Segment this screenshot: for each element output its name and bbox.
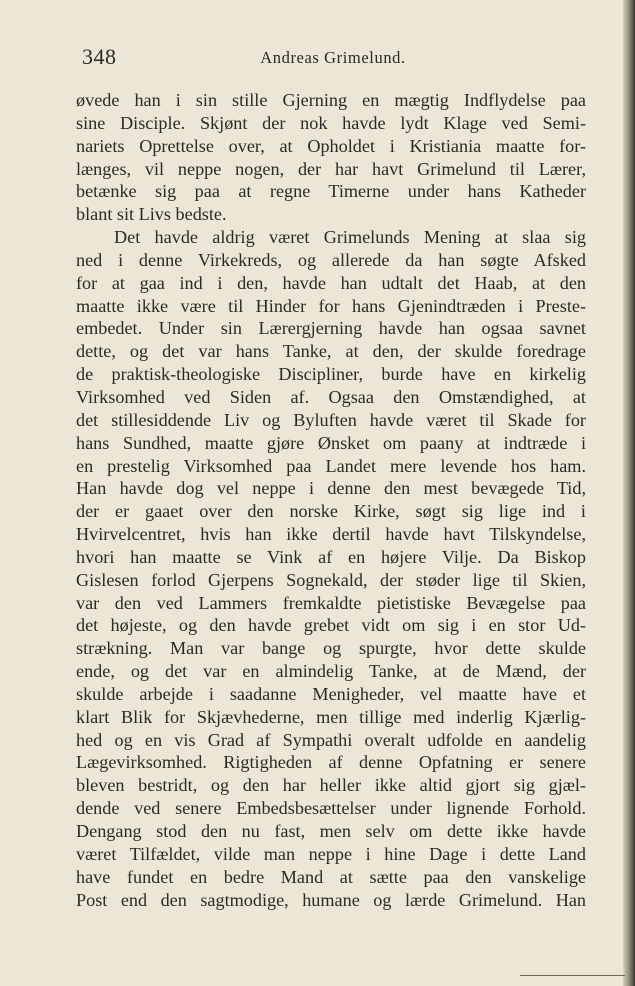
- text-line: nariets Oprettelse over, at Opholdet i Kristiania maatte for-: [76, 135, 586, 156]
- text-line: øvede han i sin stille Gjerning en mægtig Indflydelse paa: [76, 90, 586, 110]
- text-line: betænke sig paa at regne Timerne under hans Katheder: [76, 181, 586, 202]
- text-line: været Tilfældet, vilde man neppe i hine Dage i dette Land: [76, 843, 586, 864]
- text-line: for at gaa ind i den, havde han udtalt det Haab, at den: [76, 272, 586, 293]
- text-line: længes, vil neppe nogen, der har havt Grimelund til Lærer,: [76, 158, 586, 179]
- text-line: maatte ikke være til Hinder for hans Gjenindtræden i Preste-: [76, 295, 586, 316]
- text-line: skulde arbejde i saadanne Menigheder, vel maatte have et: [76, 683, 586, 704]
- text-line: Hvirvelcentret, hvis han ikke dertil havde havt Tilskyndelse,: [76, 524, 586, 545]
- text-line: embedet. Under sin Lærergjerning havde han ogsaa savnet: [76, 318, 586, 339]
- text-line: det højeste, og den havde grebet vidt om sig i en stor Ud-: [76, 615, 586, 636]
- text-line: dette, og det var hans Tanke, at den, der skulde foredrage: [76, 341, 586, 362]
- text-line: Dengang stod den nu fast, men selv om dette ikke havde: [76, 821, 586, 841]
- body-text: [76, 89, 586, 911]
- text-line: sine Disciple. Skjønt der nok havde lydt Klage ved Semi-: [76, 112, 586, 133]
- text-line: Virksomhed ved Siden af. Ogsaa den Omstændighed, at: [76, 386, 586, 407]
- text-line: blant sit Livs bedste.: [76, 204, 227, 225]
- text-line: det stillesiddende Liv og Byluften havde været til Skade for: [76, 409, 586, 430]
- text-line: Lægevirksomhed. Rigtigheden af denne Opfatning er senere: [76, 752, 586, 773]
- text-line: hvori han maatte se Vink af en højere Vilje. Da Biskop: [76, 546, 586, 567]
- running-head: Andreas Grimelund.: [260, 48, 406, 67]
- text-line: hed og en vis Grad af Sympathi overalt udfolde en aandelig: [76, 729, 586, 750]
- text-line: var den ved Lammers fremkaldte pietistiske Bevægelse paa: [76, 592, 586, 613]
- text-line: have fundet en bedre Mand at sætte paa den vanskelige: [76, 866, 586, 887]
- text-line: de praktisk-theologiske Discipliner, burde have en kirkelig: [76, 364, 586, 385]
- text-line: Han havde dog vel neppe i denne den mest bevægede Tid,: [76, 478, 586, 499]
- text-line: hans Sundhed, maatte gjøre Ønsket om paany at indtræde i: [76, 432, 586, 453]
- page-number: 348: [82, 44, 117, 69]
- page-header: [82, 44, 584, 74]
- text-line: bleven bestridt, og den har heller ikke altid gjort sig gjæl-: [76, 775, 586, 796]
- text-line: der er gaaet over den norske Kirke, søgt sig lige ind i: [76, 501, 586, 522]
- text-line: dende ved senere Embedsbesættelser under lignende Forhold.: [76, 798, 586, 819]
- text-line: ende, og det var en almindelig Tanke, at de Mænd, der: [76, 661, 586, 682]
- paragraph-start-line: Det havde aldrig været Grimelunds Mening at slaa sig: [114, 227, 586, 248]
- text-line: klart Blik for Skjævhederne, men tillige med inderlig Kjærlig-: [76, 706, 586, 727]
- text-line: en prestelig Virksomhed paa Landet mere levende hos ham.: [76, 455, 586, 476]
- page-corner-line: [520, 975, 625, 976]
- text-line: Gislesen forlod Gjerpens Sognekald, der støder lige til Skien,: [76, 569, 586, 590]
- text-line: strækning. Man var bange og spurgte, hvor dette skulde: [76, 638, 586, 659]
- text-line: ned i denne Virkekreds, og allerede da han søgte Afsked: [76, 249, 586, 270]
- page-edge-shadow: [623, 0, 635, 986]
- text-line: Post end den sagtmodige, humane og lærde Grimelund. Han: [76, 889, 586, 910]
